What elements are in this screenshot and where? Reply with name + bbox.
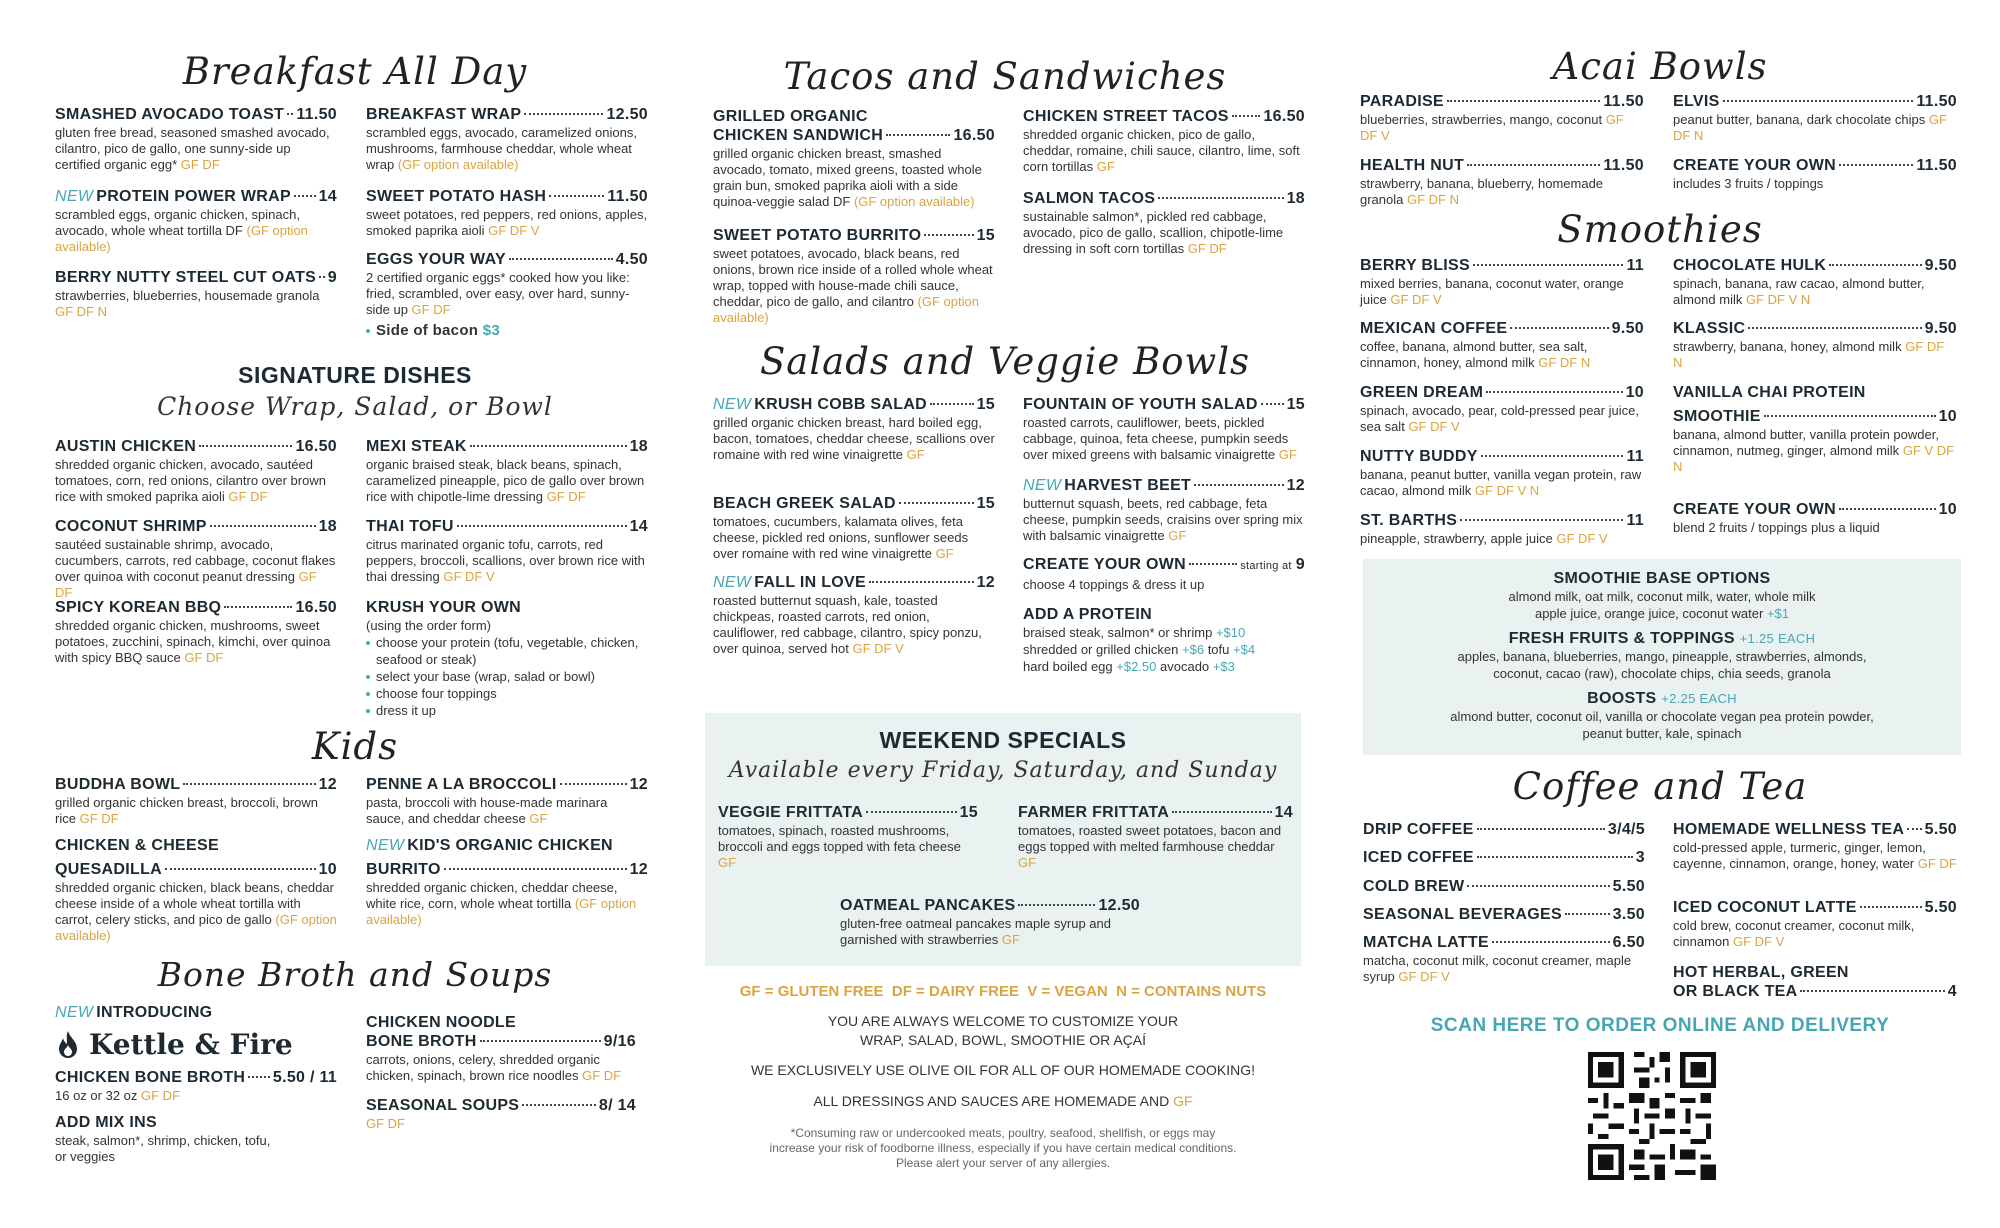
- menu-item: FOUNTAIN OF YOUTH SALAD 15 roasted carrots, cauliflower, beets, pickled cabbage, quinoa, feta cheese, pumpkin seeds over mixed greens with balsamic vinaigrette GF: [1023, 396, 1305, 462]
- menu-item: DRIP COFFEE 3/4/5: [1363, 821, 1645, 838]
- side-of-bacon: Side of bacon $3: [366, 322, 648, 339]
- menu-item: CHICKEN NOODLE BONE BROTH 9/16 carrots, onions, celery, shredded organic chicken, spinach, brown rice noodles GF DF: [366, 1014, 636, 1083]
- menu-item: SEASONAL SOUPS 8/ 14 GF DF: [366, 1097, 636, 1131]
- menu-item: COCONUT SHRIMP 18 sautéed sustainable shrimp, avocado, cucumbers, carrots, red cabbage, coconut flakes over quinoa with coconut peanut dressing GF DF: [55, 518, 337, 600]
- kids-title: Kids: [311, 725, 399, 768]
- menu-item: NEW HARVEST BEET 12 butternut squash, beets, red cabbage, feta cheese, pumpkin seeds, craisins over spring mix with balsamic vinaigrette GF: [1023, 477, 1305, 543]
- menu-item: NUTTY BUDDY 11 banana, peanut butter, vanilla vegan protein, raw cacao, almond milk GF DF V N: [1360, 448, 1644, 498]
- menu-item: BREAKFAST WRAP 12.50 scrambled eggs, avocado, caramelized onions, mushrooms, farmhouse cheddar, whole wheat wrap (GF option available): [366, 106, 648, 172]
- menu-item: CREATE YOUR OWN 10 blend 2 fruits / toppings plus a liquid: [1673, 501, 1957, 535]
- menu-item: THAI TOFU 14 citrus marinated organic tofu, carrots, red peppers, broccoli, scallions, over brown rice with thai dressing GF DF V: [366, 518, 648, 584]
- menu-item: HEALTH NUT 11.50 strawberry, banana, blueberry, homemade granola GF DF N: [1360, 157, 1644, 207]
- menu-item: SALMON TACOS 18 sustainable salmon*, pickled red cabbage, avocado, pico de gallo, scallion, chipotle-lime dressing in soft corn tortillas GF DF: [1023, 190, 1305, 256]
- homemade-note: ALL DRESSINGS AND SAUCES ARE HOMEMADE AND GF: [813, 1093, 1193, 1109]
- krush-your-own: KRUSH YOUR OWN (using the order form) choose your protein (tofu, vegetable, chicken, seafood or steak) select your base (wrap, salad or bowl) choose four toppings dress it up: [366, 598, 648, 719]
- menu-item: VEGGIE FRITTATA 15 tomatoes, spinach, roasted mushrooms, broccoli and eggs topped with feta cheese GF: [718, 804, 978, 870]
- menu-item: SWEET POTATO BURRITO 15 sweet potatoes, avocado, black beans, red onions, brown rice inside of a rolled whole wheat wrap, topped with house-made chili sauce, cheddar, pico de gallo, and cilantro (GF option available): [713, 227, 995, 325]
- menu-item: BERRY BLISS 11 mixed berries, banana, coconut water, orange juice GF DF V: [1360, 257, 1644, 307]
- broth-title: Bone Broth and Soups: [157, 955, 553, 994]
- olive-oil-note: WE EXCLUSIVELY USE OLIVE OIL FOR ALL OF OUR HOMEMADE COOKING!: [750, 1062, 1256, 1078]
- menu-item: PENNE A LA BROCCOLI 12 pasta, broccoli with house-made marinara sauce, and cheddar cheese GF: [366, 776, 648, 826]
- scan-to-order: SCAN HERE TO ORDER ONLINE AND DELIVERY: [1430, 1015, 1890, 1036]
- menu-item: GRILLED ORGANIC CHICKEN SANDWICH 16.50 grilled organic chicken breast, smashed avocado, tomato, mixed greens, toasted whole grain bun, smoked paprika aioli with a side quinoa-veggie salad DF (GF option available): [713, 108, 995, 209]
- menu-item: COLD BREW 5.50: [1363, 878, 1645, 895]
- menu-item: ST. BARTHS 11 pineapple, strawberry, apple juice GF DF V: [1360, 512, 1644, 546]
- add-mix-ins: ADD MIX INS steak, salmon*, shrimp, chicken, tofu, or veggies: [55, 1114, 271, 1164]
- menu-item: EGGS YOUR WAY 4.50 2 certified organic eggs* cooked how you like: fried, scrambled, over easy, over hard, sunny-side up GF DF Side of bacon $3: [366, 251, 648, 339]
- menu-item: KLASSIC 9.50 strawberry, banana, honey, almond milk GF DF N: [1673, 320, 1957, 370]
- flame-icon: [55, 1030, 81, 1060]
- menu-item: CHICKEN BONE BROTH 5.50 / 11 16 oz or 32 oz GF DF: [55, 1069, 337, 1103]
- smoothies-title: Smoothies: [1557, 208, 1763, 251]
- weekend-title: WEEKEND SPECIALS: [879, 727, 1127, 753]
- weekend-specials-panel: [705, 713, 1301, 966]
- menu-item: BEACH GREEK SALAD 15 tomatoes, cucumbers, kalamata olives, feta cheese, pickled red onions, sunflower seeds over romaine with red wine vinaigrette GF: [713, 495, 995, 561]
- allergy-disclaimer: *Consuming raw or undercooked meats, poultry, seafood, shellfish, or eggs may increase your risk of foodborne illness, especially if you have certain medical conditions. Please alert your server of any allergies.: [769, 1126, 1237, 1170]
- menu-item: FARMER FRITTATA 14 tomatoes, roasted sweet potatoes, bacon and eggs topped with melted farmhouse cheddar GF: [1018, 804, 1293, 870]
- menu-item: VANILLA CHAI PROTEIN SMOOTHIE 10 banana, almond butter, vanilla protein powder, cinnamon, nutmeg, ginger, almond milk GF V DF N: [1673, 384, 1957, 474]
- breakfast-title: Breakfast All Day: [182, 50, 528, 93]
- menu-item: MATCHA LATTE 6.50 matcha, coconut milk, coconut creamer, maple syrup GF DF V: [1363, 934, 1645, 984]
- menu-item: HOT HERBAL, GREEN OR BLACK TEA 4: [1673, 964, 1957, 1000]
- menu-item: SWEET POTATO HASH 11.50 sweet potatoes, red peppers, red onions, apples, smoked paprika aioli GF DF V: [366, 188, 648, 238]
- menu-item: SMASHED AVOCADO TOAST 11.50 gluten free bread, seasoned smashed avocado, cilantro, pico de gallo, one sunny-side up certified organic egg* GF DF: [55, 106, 337, 172]
- menu-item: GREEN DREAM 10 spinach, avocado, pear, cold-pressed pear juice, sea salt GF DF V: [1360, 384, 1644, 434]
- menu-item: NEW KRUSH COBB SALAD 15 grilled organic chicken breast, hard boiled egg, bacon, tomatoes, cheddar cheese, scallions over romaine with red wine vinaigrette GF: [713, 396, 995, 462]
- menu-item: BERRY NUTTY STEEL CUT OATS 9 strawberries, blueberries, housemade granola GF DF N: [55, 269, 337, 319]
- coffee-title: Coffee and Tea: [1512, 765, 1808, 808]
- kettle-fire-intro: NEW INTRODUCING Kettle & Fire: [55, 1004, 293, 1061]
- menu-item: ELVIS 11.50 peanut butter, banana, dark chocolate chips GF DF N: [1673, 93, 1957, 143]
- menu-item: ICED COFFEE 3: [1363, 849, 1645, 866]
- qr-code-icon[interactable]: [1588, 1052, 1716, 1180]
- signature-subtitle: Choose Wrap, Salad, or Bowl: [157, 392, 553, 421]
- menu-item: SPICY KOREAN BBQ 16.50 shredded organic chicken, mushrooms, sweet potatoes, zucchini, spinach, kimchi, over quinoa with spicy BBQ sauce GF DF: [55, 599, 337, 665]
- menu-item: CHICKEN & CHEESE QUESADILLA 10 shredded organic chicken, black beans, cheddar cheese inside of a whole wheat tortilla with carrot, celery sticks, and pico de gallo (GF option available): [55, 837, 337, 943]
- menu-item: BUDDHA BOWL 12 grilled organic chicken breast, broccoli, brown rice GF DF: [55, 776, 337, 826]
- menu-item: SEASONAL BEVERAGES 3.50: [1363, 906, 1645, 923]
- dietary-legend: GF = GLUTEN FREE DF = DAIRY FREE V = VEGAN N = CONTAINS NUTS: [739, 983, 1267, 1000]
- signature-title: SIGNATURE DISHES: [238, 362, 472, 388]
- smoothie-options-panel: SMOOTHIE BASE OPTIONS almond milk, oat milk, coconut milk, water, whole milk apple juice, orange juice, coconut water +$1 FRESH FRUITS & TOPPINGS +1.25 EACH apples, banana, blueberries, mango, pineapple, strawberries, almonds, coconut, cacao (raw), chocolate chips, chia seeds, granola BOOSTS +2.25 EACH almond butter, coconut oil, vanilla or chocolate vegan pea protein powder, peanut butter, kale, spinach: [1363, 559, 1961, 755]
- menu-item: AUSTIN CHICKEN 16.50 shredded organic chicken, avocado, sautéed tomatoes, corn, red onions, cilantro over brown rice with smoked paprika aioli GF DF: [55, 438, 337, 504]
- menu-item: ICED COCONUT LATTE 5.50 cold brew, coconut creamer, coconut milk, cinnamon GF DF V: [1673, 899, 1957, 949]
- menu-item: OATMEAL PANCAKES 12.50 gluten-free oatmeal pancakes maple syrup and garnished with strawberries GF: [840, 897, 1140, 947]
- menu-item: NEW KID'S ORGANIC CHICKEN BURRITO 12 shredded organic chicken, cheddar cheese, white rice, corn, whole wheat tortilla (GF option available): [366, 837, 648, 927]
- menu-item: CHOCOLATE HULK 9.50 spinach, banana, raw cacao, almond butter, almond milk GF DF V N: [1673, 257, 1957, 307]
- acai-title: Acai Bowls: [1552, 45, 1768, 88]
- add-a-protein: ADD A PROTEIN braised steak, salmon* or shrimp +$10 shredded or grilled chicken +$6 tofu +$4 hard boiled egg +$2.50 avocado +$3: [1023, 606, 1256, 674]
- menu-item: MEXI STEAK 18 organic braised steak, black beans, spinach, caramelized pineapple, pico de gallo over brown rice with chipotle-lime dressing GF DF: [366, 438, 648, 504]
- menu-item: NEW FALL IN LOVE 12 roasted butternut squash, kale, toasted chickpeas, roasted carrots, red onion, cauliflower, red cabbage, cilantro, spicy ponzu, over quinoa, served hot GF DF V: [713, 574, 995, 656]
- kettle-fire-logo: Kettle & Fire: [89, 1028, 293, 1061]
- menu-item: CREATE YOUR OWN starting at 9 choose 4 toppings & dress it up: [1023, 556, 1305, 592]
- menu-item: CHICKEN STREET TACOS 16.50 shredded organic chicken, pico de gallo, cheddar, romaine, chili sauce, cilantro, lime, soft corn tortillas GF: [1023, 108, 1305, 174]
- menu-item: PARADISE 11.50 blueberries, strawberries, mango, coconut GF DF V: [1360, 93, 1644, 143]
- tacos-title: Tacos and Sandwiches: [783, 55, 1227, 98]
- menu-item: NEW PROTEIN POWER WRAP 14 scrambled eggs, organic chicken, spinach, avocado, whole wheat tortilla DF (GF option available): [55, 188, 337, 254]
- menu-item: HOMEMADE WELLNESS TEA 5.50 cold-pressed apple, turmeric, ginger, lemon, cayenne, cinnamon, orange, honey, water GF DF: [1673, 821, 1957, 871]
- weekend-subtitle: Available every Friday, Saturday, and Sunday: [728, 758, 1278, 783]
- salads-title: Salads and Veggie Bowls: [759, 340, 1251, 383]
- menu-item: CREATE YOUR OWN 11.50 includes 3 fruits / toppings: [1673, 157, 1957, 191]
- customize-note: YOU ARE ALWAYS WELCOME TO CUSTOMIZE YOUR WRAP, SALAD, BOWL, SMOOTHIE OR AÇAÍ: [827, 1013, 1179, 1048]
- menu-item: MEXICAN COFFEE 9.50 coffee, banana, almond butter, sea salt, cinnamon, honey, almond milk GF DF N: [1360, 320, 1644, 370]
